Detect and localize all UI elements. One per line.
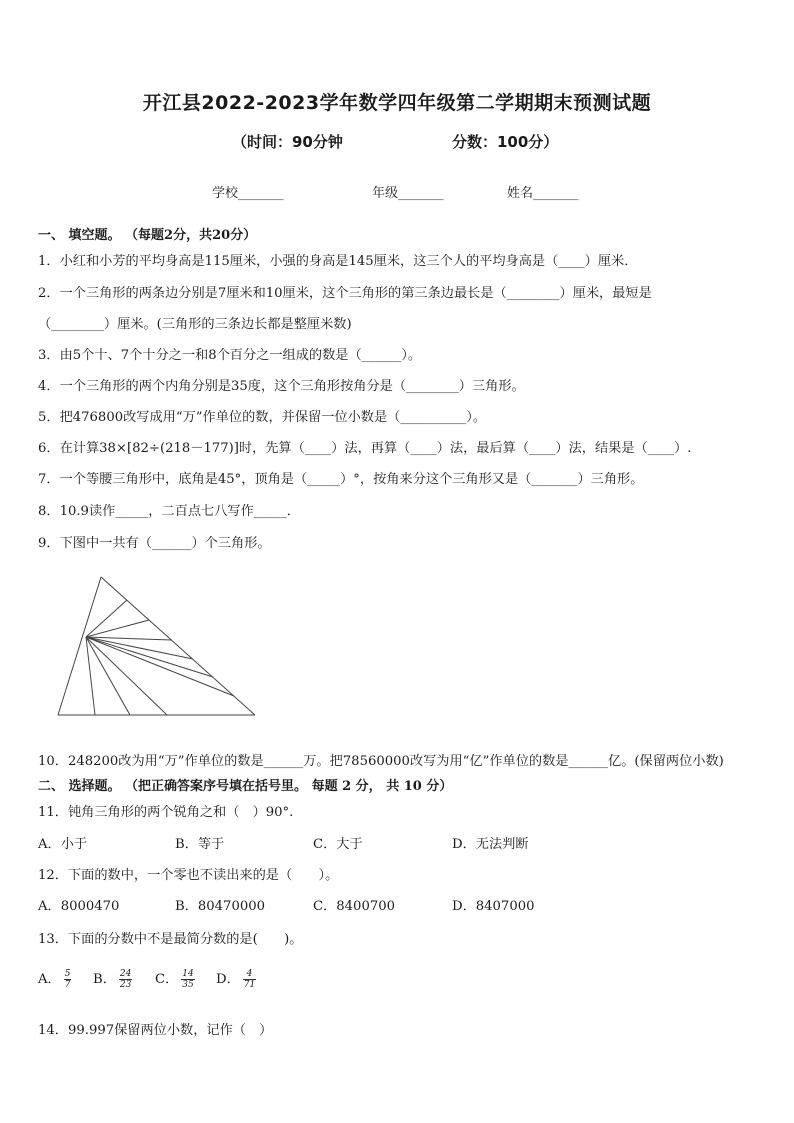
q13-option-a-label: A． <box>38 972 61 987</box>
question-7: 7．一个等腰三角形中，底角是45°，顶角是（_____）°，按角来分这个三角形又是（_______）三角形。 <box>38 472 644 487</box>
question-3: 3．由5个十、7个十分之一和8个百分之一组成的数是（______）。 <box>38 348 422 363</box>
exam-title: 开江县2022-2023学年数学四年级第二学期期末预测试题 <box>142 92 652 114</box>
fraction-denominator: 23 <box>119 980 132 990</box>
question-1: 1．小红和小芳的平均身高是115厘米，小强的身高是145厘米，这三个人的平均身高是（____）厘米． <box>38 254 638 269</box>
q13-option-d-label: D． <box>216 972 240 987</box>
question-2: 2．一个三角形的两条边分别是7厘米和10厘米，这个三角形的第三条边最长是（________）厘米，最短是 <box>38 286 652 301</box>
grade-field[interactable]: 年级_______ <box>372 186 444 201</box>
question-13: 13．下面的分数中不是最简分数的是( )。 <box>38 932 303 947</box>
question-5: 5．把476800改写成用“万”作单位的数，并保留一位小数是（__________）。 <box>38 410 487 425</box>
q11-option-a[interactable]: A．小于 <box>38 837 88 852</box>
q12-option-b[interactable]: B．80470000 <box>175 899 266 914</box>
fraction-numerator: 24 <box>119 969 132 979</box>
q12-option-c[interactable]: C．8400700 <box>313 899 396 914</box>
question-9: 9．下图中一共有（______）个三角形。 <box>38 536 271 551</box>
exam-time: （时间：90分钟 <box>232 133 343 151</box>
question-12: 12．下面的数中，一个零也不读出来的是（ ）。 <box>38 868 339 883</box>
q11-option-b[interactable]: B．等于 <box>175 837 225 852</box>
q12-option-d[interactable]: D．8407000 <box>452 899 535 914</box>
fraction-denominator: 7 <box>64 980 71 990</box>
fraction-denominator: 71 <box>243 980 256 990</box>
q13-option-a[interactable] <box>38 968 71 990</box>
q13-option-b[interactable] <box>93 968 132 990</box>
q11-option-c[interactable]: C．大于 <box>313 837 363 852</box>
q13-option-d-fraction <box>243 969 256 990</box>
q13-option-c[interactable] <box>155 968 195 990</box>
q11-option-d[interactable]: D．无法判断 <box>452 837 529 852</box>
question-8: 8．10.9读作_____，二百点七八写作_____． <box>38 504 300 519</box>
question-14: 14．99.997保留两位小数，记作（ ） <box>38 1023 273 1038</box>
fraction-denominator: 35 <box>182 980 194 990</box>
q13-option-d[interactable] <box>216 968 256 990</box>
question-4: 4．一个三角形的两个内角分别是35度，这个三角形按角分是（________）三角形。 <box>38 379 525 394</box>
name-field[interactable]: 姓名_______ <box>507 186 579 201</box>
q13-option-c-label: C． <box>155 972 179 987</box>
section2-heading: 二、 选择题。 （把正确答案序号填在括号里。 每题 2 分， 共 10 分） <box>38 779 453 794</box>
exam-score: 分数：100分） <box>452 133 559 151</box>
school-field[interactable]: 学校_______ <box>212 186 284 201</box>
q13-option-b-fraction <box>119 969 132 990</box>
triangle-figure <box>50 572 260 720</box>
fraction-numerator: 4 <box>243 969 256 980</box>
section1-heading: 一、 填空题。 （每题2分，共20分） <box>38 228 257 243</box>
q13-option-b-label: B． <box>93 972 116 987</box>
question-6: 6．在计算38×[82÷(218－177)]时，先算（____）法，再算（____）法，最后算（____）法，结果是（____）. <box>38 441 692 456</box>
q13-option-a-fraction <box>64 969 72 990</box>
question-11: 11．钝角三角形的两个锐角之和（ ）90°. <box>38 805 294 820</box>
question-2-cont: （________）厘米。(三角形的三条边长都是整厘米数) <box>38 317 352 332</box>
fraction-numerator: 5 <box>64 969 71 979</box>
fraction-numerator: 14 <box>182 969 194 979</box>
q13-option-c-fraction <box>181 969 194 990</box>
q12-option-a[interactable]: A．8000470 <box>38 899 120 914</box>
question-10: 10．248200改为用“万”作单位的数是______万。把78560000改写为用“亿”作单位的数是______亿。(保留两位小数) <box>38 754 724 769</box>
